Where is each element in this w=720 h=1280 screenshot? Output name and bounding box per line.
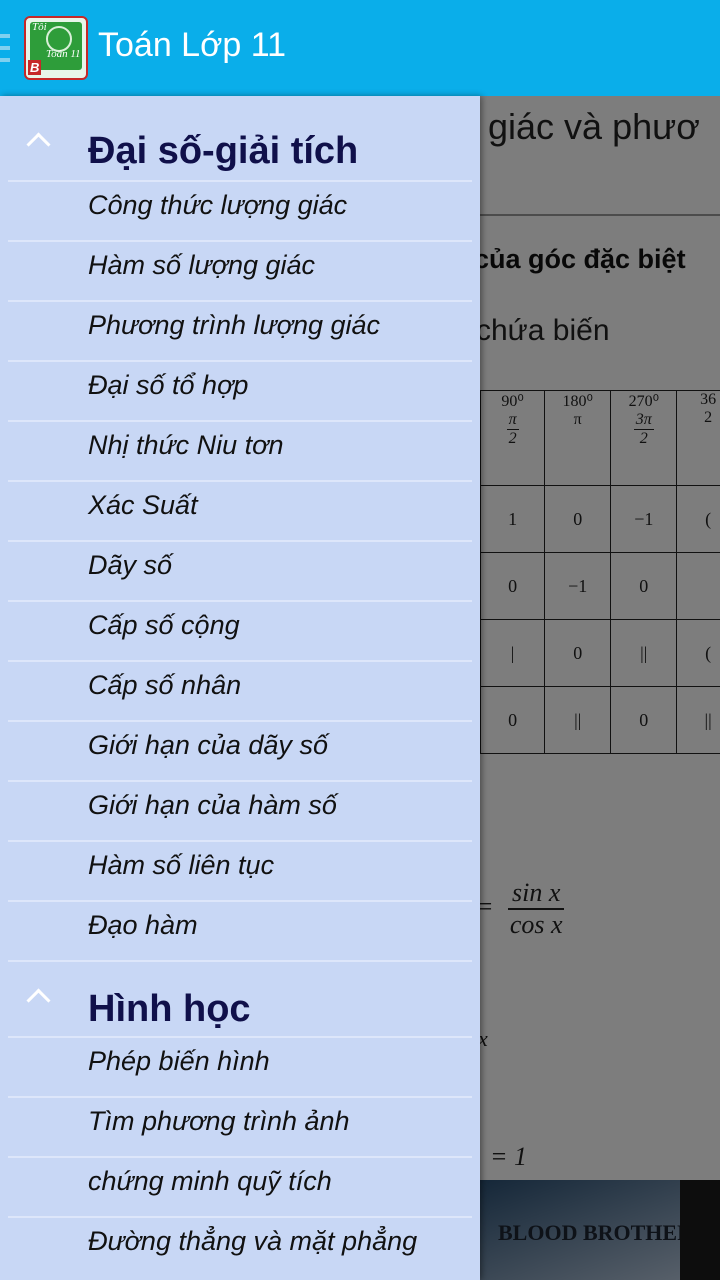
drawer-item[interactable] <box>0 602 480 660</box>
drawer-item[interactable] <box>0 1218 480 1276</box>
group-header-dai-so-giai-tich[interactable] <box>0 96 480 180</box>
drawer-item[interactable] <box>0 782 480 840</box>
drawer-item-label: Đại số tổ hợp <box>88 370 249 400</box>
drawer-item[interactable] <box>0 542 480 600</box>
drawer-item[interactable] <box>0 242 480 300</box>
app-logo-icon[interactable] <box>24 16 88 80</box>
app-title: Toán Lớp 11 <box>98 26 287 64</box>
app-logo-badge: B <box>30 60 40 75</box>
drawer-item-label: Hàm số liên tục <box>88 850 275 880</box>
drawer-item-label: Tìm phương trình ảnh <box>88 1106 350 1136</box>
drawer-item-label: chứng minh quỹ tích <box>88 1166 332 1196</box>
app-logo-text-top: Tôi <box>32 21 47 33</box>
drawer-item[interactable] <box>0 662 480 720</box>
navigation-drawer <box>0 96 480 1280</box>
drawer-item[interactable] <box>0 1098 480 1156</box>
drawer-item-label: Phép biến hình <box>88 1046 270 1076</box>
app-logo-text-mid: Toán 11 <box>46 48 81 60</box>
drawer-item-label: Hàm số lượng giác <box>88 250 316 280</box>
drawer-item-label: Công thức lượng giác <box>88 190 348 220</box>
drawer-item[interactable] <box>0 302 480 360</box>
drawer-item-label: Dãy số <box>88 550 173 580</box>
drawer-item-label: Đạo hàm <box>88 910 198 940</box>
chevron-up-icon[interactable] <box>26 132 46 152</box>
drawer-item-label: Phương trình lượng giác <box>88 310 381 340</box>
drawer-item[interactable] <box>0 722 480 780</box>
drawer-item-label: Giới hạn của dãy số <box>88 730 328 760</box>
group-header-hinh-hoc[interactable] <box>0 962 480 1036</box>
drawer-item-label: Đường thẳng và mặt phẳng <box>88 1226 418 1256</box>
chevron-up-icon[interactable] <box>26 988 46 1008</box>
drawer-item[interactable] <box>0 1158 480 1216</box>
drawer-item-label: Xác Suất <box>88 490 198 520</box>
drawer-item[interactable] <box>0 422 480 480</box>
group-title: Hình học <box>88 988 251 1030</box>
drawer-item-label: Cấp số nhân <box>88 670 242 700</box>
drawer-item[interactable] <box>0 482 480 540</box>
drawer-item-label: Cấp số cộng <box>88 610 240 640</box>
drawer-item-label: Nhị thức Niu tơn <box>88 430 284 460</box>
app-bar <box>0 0 720 96</box>
group-title: Đại số-giải tích <box>88 130 359 172</box>
drawer-item[interactable] <box>0 842 480 900</box>
drawer-item[interactable] <box>0 362 480 420</box>
drawer-item[interactable] <box>0 902 480 960</box>
drawer-item-label: Giới hạn của hàm số <box>88 790 337 820</box>
hamburger-menu-icon[interactable] <box>0 34 12 64</box>
drawer-item[interactable] <box>0 1038 480 1096</box>
drawer-item[interactable] <box>0 182 480 240</box>
